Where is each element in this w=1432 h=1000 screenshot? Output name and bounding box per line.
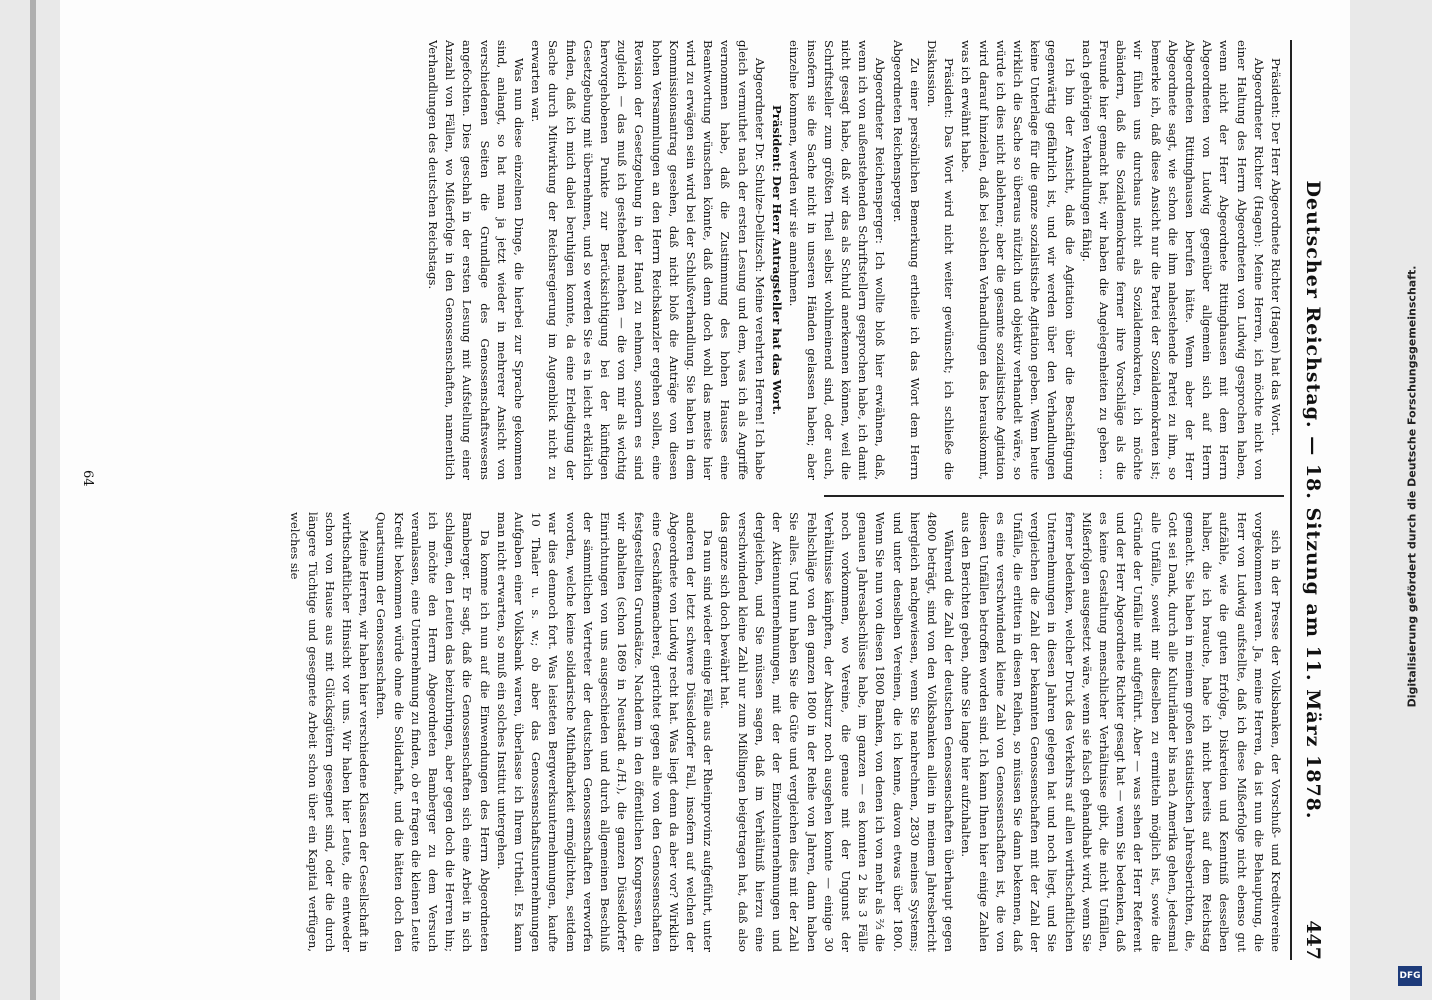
left-column [94,40,1284,480]
paragraph: Da nun sind wieder einige Fälle aus der Rheinprovinz aufgeführt, unter anderen der letzt schwere Düsseldorfer Fall, insofern auf welchen der Abgeordnete von Ludwig recht hat. Was liegt denn da aber vor? Wirklich eine Geschäftemacherei, gerichtet gegen alle von den Genossenschaften festgestellten Grundsätze. Nachdem in den öffentlichen Kongressen, die wir abhalten (schon 1869 in Neustadt a./H.), die ganzen Düsseldorfer Einrichtungen von uns ausgeschieden und durch allgemeinen Beschluß der sämmtlichen Vertreter der deutschen Genossenschaften verworfen worden, welche keine solidarische Mithaftbarkeit ermöglichten, seitdem war dies dennoch fort. Was leisteten Bergwerksunternehmungen, kaufte 10 Thaler u. s. w.; ob aber das Genossenschaftsunternehmungen Aufgaben einer Volksbank waren, überlasse ich Ihrem Urtheil. Es kann man nicht erwarten, so muß ein solches Institut untergehen. [494,512,716,952]
paragraph: Zu einer persönlichen Bemerkung ertheile ich das Wort dem Herrn Abgeordneten Reichensperger. [890,40,922,480]
header-rule [1290,40,1292,960]
scan-edge [30,0,36,1000]
page-number: 447 [1302,920,1324,960]
paragraph: Präsident: Das Wort wird nicht weiter gewünscht; ich schließe die Diskussion. [924,40,957,480]
dfg-logo: DFG [1398,966,1422,986]
right-column [94,512,1284,952]
signature-mark: 64 [80,470,95,487]
paragraph: Während die Zahl der deutschen Genossenschaften überhaupt gegen 4800 beträgt, sind von den Volksbanken allein in meinem Jahresbericht hiergleich nachgewiesen, wenn Sie nachrechnen, 2830 meines Systems; und unter denselben Vereinen, die ich kenne, davon etwas über 1800. Wenn Sie nun von diesen 1800 Banken, von denen ich von mehr als ⅔ die genauen Jahresabschlüsse habe, im ganzen — es konnten 2 bis 3 Fälle noch vorkommen, wo Vereine, die genaue mit der Ungunst der Verhältnisse kämpften, der Absturz noch ausgehen konnte — einige 30 Fehlschläge von den ganzen 1800 in der Reihe von Jahren, dann haben Sie alles. Und nun haben Sie die Güte und vergleichen dies mit der Zahl der Aktienunternehmungen, mit der der Einzelunternehmungen und dergleichen, und Sie müssen sagen, daß im Verhältniß hierzu eine verschwindend kleine Zahl nur zum Mißlingen beigetragen hat, daß also das ganze sich doch bewährt hat. [718,512,957,952]
paragraph: Da komme ich nun auf die Einwendungen des Herrn Abgeordneten Bamberger. Er sagt, daß die Genossenschaften sich eine Arbeit in sich schlagen, den Leuten das beizubringen, aber gegen doch die Herren hin; ich möchte den Herrn Abgeordneten Bamberger zu dem Versuch veranlassen, eine Unternehmung zu finden, ob er fragen die kleinen Leute Kredit bekommen würde ohne die Solidarhaft, und die hätten doch den Quartsumm der Genossenschaften. [374,512,492,952]
digitization-footer [1392,0,1432,1000]
paragraph: Präsident: Der Herr Abgeordnete Richter (Hagen) hat das Wort. [1269,58,1283,436]
column-separator [824,495,1284,497]
page-header [1296,40,1324,960]
paragraph: Meine Herren, wir haben hier verschiedene Klassen der Gesellschaft in wirthschaftlicher Hinsicht vor uns. Wir haben hier Leute, die entweder schon von Hause aus mit Glücksgütern gesegnet sind, oder die durch längere Tüchtige und gesegnete Arbeit schon über ein Kapital verfügen, welches sie [288,512,372,952]
paragraph: Ich bin der Ansicht, daß die Agitation über die Beschäftigung gegenwärtig gefährlich ist, und wir werden über den Verhandlungen keine Unterlage für die ganze sozialistische Agitation geben. Wenn heute wirklich die Sache so überaus nützlich und objektiv verhandelt wäre, so würde ich dies nicht ablehnen; aber die gesamte sozialistische Agitation wird darauf hinzielen, daß bei solchen Verhandlungen das herauskommt, was ich erwähnt habe. [959,40,1077,480]
paragraph: Abgeordneter Dr. Schulze-Delitzsch: Meine verehrten Herren! Ich habe gleich vermuthet nach der ersten Lesung und dem, was ich als Angriffe vernommen habe, daß die Zustimmung des hohen Hauses eine Beantwortung wünschen könnte, daß denn doch wohl das meiste hier wird zu erwägen sein wird bei der Schlußverhandlung. Sie haben in dem Kommissionsantrag gesehen, daß nicht bloß die Anträge von diesen hohen Versammlungen an den Herrn Reichskanzler ergehen sollen, eine Revision der Gesetzgebung in der Hand zu nehmen, sondern es sind zugleich — das muß ich gestehend machen — die von mir als wichtig hervorgehobenen Punkte zur Berücksichtigung bei der künftigen Gesetzgebung mit übernehmen, und so werden Sie es in leicht erklärlich finden, daß ich mich dabei beruhigen konnte, da eine Erledigung der Sache durch Mitwirkung der Reichsregierung im Augenblick nicht zu erwarten war. [529,40,767,480]
page-title: Deutscher Reichstag. — 18. Sitzung am 11. März 1878. [1302,180,1324,820]
paragraph: Präsident: Der Herr Antragsteller hat das Wort. [770,105,785,415]
paragraph: sich in der Presse der Volksbanken, der Vorschuß- und Kreditvereine vorgekommen waren. Ja, meine Herren, da ist nun die Behauptung, die Herr von Ludwig aufstellte, daß ich diese Mißerfolge nicht ebenso gut aufzähle, wie die guten Erfolge, Diskretion und Kenntniß desselben halber, die ich brauche, habe ich nicht bereits auf dem Reichstag gemacht. Sie haben in meinem großen statistischen Jahresberichten, die, Gott sei Dank, durch alle Kulturländer bis nach Amerika gehen, jedesmal alle Unfälle, soweit mir dieselben zu ermitteln möglich ist, sowie die Gründe der Unfälle mit aufgeführt. Aber — was sehen der Herr Referent und der Herr Abgeordnete Richter gesagt hat — wenn Sie bedenken, daß es keine Gestaltung menschlicher Verhältnisse gibt, die nicht Unfällen, Mißerfolgen ausgesetzt wäre, wenn sie falsch gehandhabt wird, wenn Sie ferner bedenken, welcher Druck des Verkehrs auf allen wirthschaftlichen Unternehmungen in diesen Jahren gelegen hat und noch liegt, und Sie vergleichen die Zahl der bekannten Genossenschaften mit der Zahl der Unfälle, die erlitten in diesen Reihen, so müssen Sie dann bekennen, daß es eine verschwindend kleine Zahl von Genossenschaften ist, die von diesen Unfällen betroffen worden sind. Ich kann Ihnen hier einige Zahlen aus den Berichten geben, ohne Sie lange hier aufzuhalten. [959,512,1283,952]
paragraph: Abgeordneter Reichensperger: Ich wollte bloß hier erwähnen, daß, wenn ich von außenstehenden Schriftstellern gesprochen habe, ich damit nicht gesagt habe, daß wir das als Schuld anerkennen können, weil die Schriftsteller zum größten Theil selbst wohlmeinend sind, oder auch, insofern sie die Sache nicht in unseren Händen gelassen haben; aber einzelne kommen, werden wir sie annehmen. [787,40,888,480]
paragraph: Abgeordneter Richter (Hagen): Meine Herren, ich möchte nicht von einer Haltung des Herrn Abgeordneten von Ludwig gesprochen haben, wenn nicht der Herr Abgeordnete Rittinghausen mit dem Herrn Abgeordneten von Ludwig gegenüber allgemein sich auf Herrn Abgeordneten Rittinghausen berufen hätte. Wenn aber der Herr Abgeordnete sagt, wie schon die ihm nahestehende Partei zu ihm, so bemerke ich, daß diese Ansicht nur die Partei der Sozialdemokraten ist; wir fühlen uns durchaus nicht als Sozialdemokraten, ich möchte abändern, daß die Sozialdemokratie ferner ihre Vorschläge als die Freunde hier gemacht hat; wir haben die Angelegenheiten zu geben ... nach gehörigen Verhandlungen fähig. [1079,40,1266,480]
document-page [60,0,1350,1000]
footer-text: Digitalisierung gefördert durch die Deutsche Forschungsgemeinschaft. [1405,265,1419,708]
paragraph: Was nun diese einzelnen Dinge, die hierbei zur Sprache gekommen sind, anlangt, so hat man ja jetzt wieder in mehrerer Ansicht von verschiedenen Seiten die Grundlage des Genossenschaftswesens angefochten. Dies geschah in der ersten Lesung mit Aufstellung einer Anzahl von Fällen, wo Mißerfolge in den Genossenschaften, namentlich Verhandlungen des deutschen Reichstags. [426,40,527,480]
